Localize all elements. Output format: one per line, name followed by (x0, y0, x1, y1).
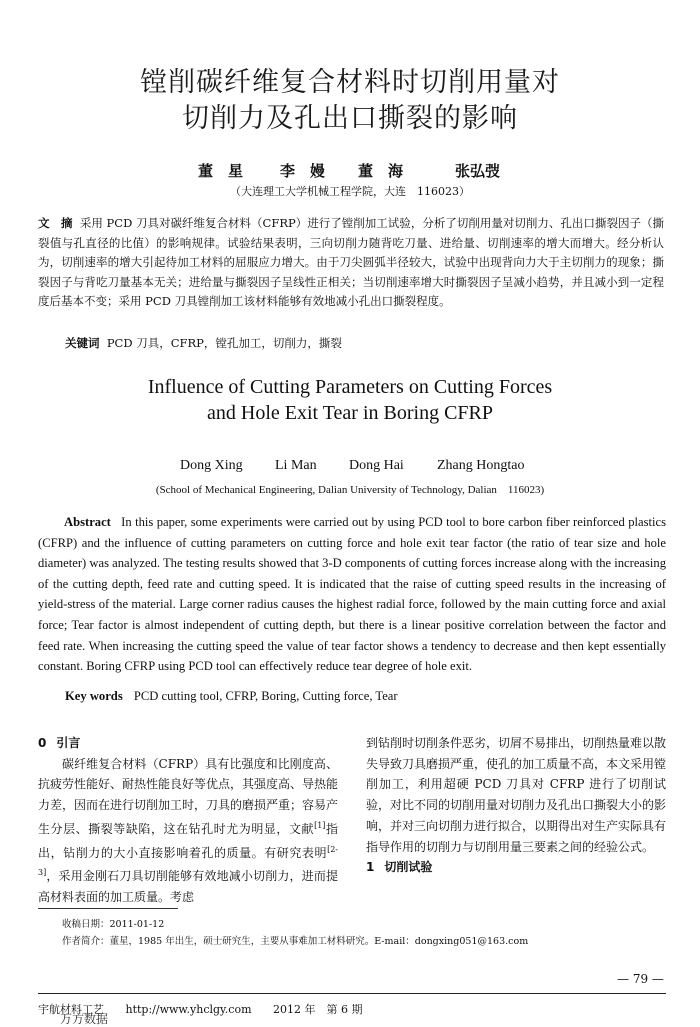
english-author: Dong Hai (349, 458, 404, 473)
chinese-author: 董 海 (358, 162, 404, 180)
english-title-line-1: Influence of Cutting Parameters on Cutting Forces (147, 376, 553, 398)
english-author: Li Man (275, 458, 317, 473)
paragraph-text: 到钻削时切削条件恶劣，切屑不易排出，切削热量难以散失导致刀具磨损严重，使孔的加工质量不高，本文采用镗削加工，利用超硬 PCD 刀具对 CFRP 进行了切削试验，对比不同的切削用量对切削力及孔出口撕裂大小的影响，并对三向切削力进行拟合，以期得出对生产实际具有指导作用的切削力与切削用量三要素之间的经验公式。 (366, 736, 667, 854)
paragraph-text: 指出，钻削力的大小直接影响着孔的质量。有研究表明 (38, 821, 338, 860)
section-number: 0 (38, 736, 47, 750)
journal-name: 宇航材料工艺 (38, 1003, 104, 1016)
footer-divider (38, 993, 666, 994)
journal-website: http://www.yhclgy.com (125, 1003, 252, 1016)
chinese-abstract-label: 文 摘 (38, 216, 73, 230)
citation: [1] (314, 820, 326, 830)
section-number: 1 (366, 860, 375, 875)
footnote-divider (38, 908, 178, 909)
english-author: Zhang Hongtao (437, 458, 525, 473)
introduction-paragraph (38, 754, 338, 908)
chinese-keywords-text: PCD 刀具，CFRP，镗孔加工，切削力，撕裂 (106, 336, 342, 350)
journal-issue: 2012 年 第 6 期 (273, 1003, 363, 1016)
introduction-paragraph-continued (366, 733, 666, 857)
english-affiliation: (School of Mechanical Engineering, Dalian University of Technology, Dalian 116023) (155, 484, 545, 496)
english-keywords-text: PCD cutting tool, CFRP, Boring, Cutting force, Tear (133, 689, 398, 703)
footnote-received: 收稿日期：2011-01-12 (62, 919, 165, 930)
section-heading-introduction (38, 733, 338, 754)
watermark: 万方数据 (60, 1012, 109, 1026)
chinese-keywords-label: 关键词 (65, 336, 100, 350)
paragraph-text: 碳纤维复合材料（CFRP）具有比强度和比刚度高、抗疲劳性能好、耐热性能良好等优点，其强度高、导热能力差，因而在进行切削加工时，刀具的磨损严重；容易产生分层、撕裂等缺陷，这在钻孔时尤为明显，文献 (38, 756, 339, 836)
english-abstract (38, 512, 666, 677)
chinese-author: 张弘弢 (455, 162, 501, 180)
english-keywords (65, 689, 398, 704)
section-title: 引言 (56, 736, 81, 750)
citation: [2-3] (38, 844, 338, 878)
section-heading-cutting-test (366, 857, 666, 878)
chinese-author: 董 星 (198, 162, 244, 180)
body-left-column (38, 733, 338, 908)
english-abstract-label: Abstract (64, 515, 111, 529)
page-number: — 79 — (617, 972, 664, 986)
chinese-author: 李 嫚 (280, 162, 326, 180)
chinese-title-line-2: 切削力及孔出口撕裂的影响 (182, 103, 518, 134)
chinese-affiliation: （大连理工大学机械工程学院，大连 116023） (230, 185, 470, 198)
chinese-abstract-text: 采用 PCD 刀具对碳纤维复合材料（CFRP）进行了镗削加工试验，分析了切削用量对切削力、孔出口撕裂因子（撕裂值与孔直径的比值）的影响规律。试验结果表明，三向切削力随背吃刀量、进给量、切削速率的增大而增大。经分析认为，切削速率的增大引起待加工材料的屈服应力增大。由于刀尖圆弧半径较大，试验中出现背向力大于主切削力的现象；撕裂因子与背吃刀量基本无关；进给量与撕裂因子呈线性正相关；当切削速率增大时撕裂因子呈减小趋势，并且减小到一定程度后基本不变；采用 PCD 刀具镗削加工该材料能够有效地减小孔出口撕裂程度。 (38, 216, 664, 308)
chinese-keywords (65, 334, 665, 354)
chinese-title-line-1: 镗削碳纤维复合材料时切削用量对 (140, 67, 560, 98)
chinese-abstract (38, 214, 664, 312)
english-abstract-text: In this paper, some experiments were carried out by using PCD tool to bore carbon fiber reinforced plastics (CFRP) and the influence of cutting parameters on cutting force and hole exit tear factor (the ratio of tear size and hole diameter) was analyzed. The testing results showed that 3-D components of cutting forces increase along with the increasing of the cutting depth, feed rate and cutting speed. It is indicated that the raise of cutting speed results in the increasing of yield-stress of the material. Large corner radius causes the highest radial force, followed by the main cutting force and axial force; Tear factor is almost independent of cutting depth, but there is a linear positive correlation between the factor and feed rate. When increasing the cutting speed the value of tear factor shows a tendency to decrease and then kept essentially constant. Boring CFRP using PCD tool can effectively reduce tear degree of hole exit. (38, 515, 666, 674)
footnote-author-bio: 作者简介：董星，1985 年出生，硕士研究生，主要从事难加工材料研究。E-mail：dongxing051@163.com (62, 936, 529, 947)
section-title: 切削试验 (384, 860, 433, 875)
paragraph-text: ，采用金刚石刀具切削能够有效地减小切削力，进而提高材料表面的加工质量。考虑 (38, 869, 338, 904)
english-keywords-label: Key words (65, 689, 123, 703)
english-title-line-2: and Hole Exit Tear in Boring CFRP (207, 402, 493, 424)
english-author: Dong Xing (180, 458, 243, 473)
body-right-column (366, 733, 666, 878)
